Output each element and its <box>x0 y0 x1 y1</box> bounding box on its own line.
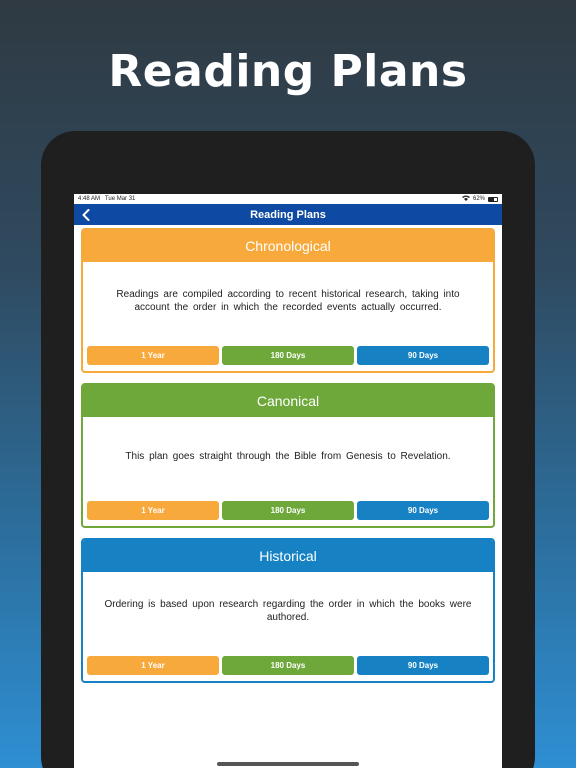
nav-title: Reading Plans <box>250 208 326 221</box>
180-days-button[interactable]: 180 Days <box>222 346 354 365</box>
battery-percent: 62% <box>472 196 485 202</box>
plan-card-title: Canonical <box>83 385 493 417</box>
plan-card-historical <box>81 538 495 683</box>
app-screen <box>74 194 502 768</box>
180-days-button[interactable]: 180 Days <box>222 501 354 520</box>
plan-duration-buttons <box>87 501 489 520</box>
plan-card-description: This plan goes straight through the Bible from Genesis to Revelation. <box>125 450 451 462</box>
180-days-button[interactable]: 180 Days <box>222 656 354 675</box>
one-year-button[interactable]: 1 Year <box>87 501 219 520</box>
status-time: 4:48 AM <box>78 196 101 202</box>
home-indicator <box>217 762 359 766</box>
status-time-date <box>78 196 135 202</box>
plan-card-description: Ordering is based upon research regarding the order in which the books were authored. <box>104 599 472 623</box>
plan-card-description: Readings are compiled according to recent historical research, taking into account the order in which the recorded events actually occurred. <box>116 289 460 313</box>
plan-list <box>74 225 502 683</box>
navigation-bar <box>74 204 502 225</box>
hero-title: Reading Plans <box>108 46 468 97</box>
plan-card-title: Chronological <box>83 230 493 262</box>
90-days-button[interactable]: 90 Days <box>357 346 489 365</box>
wifi-icon <box>462 195 470 203</box>
plan-card-chronological <box>81 228 495 373</box>
plan-card-canonical <box>81 383 495 528</box>
plan-duration-buttons <box>87 656 489 675</box>
battery-icon <box>488 197 498 202</box>
one-year-button[interactable]: 1 Year <box>87 656 219 675</box>
chevron-left-icon <box>82 209 90 221</box>
status-right <box>462 195 498 203</box>
90-days-button[interactable]: 90 Days <box>357 501 489 520</box>
90-days-button[interactable]: 90 Days <box>357 656 489 675</box>
status-date: Tue Mar 31 <box>104 196 136 202</box>
plan-card-title: Historical <box>83 540 493 572</box>
plan-duration-buttons <box>87 346 489 365</box>
status-bar <box>74 194 502 204</box>
back-button[interactable] <box>78 204 94 225</box>
one-year-button[interactable]: 1 Year <box>87 346 219 365</box>
